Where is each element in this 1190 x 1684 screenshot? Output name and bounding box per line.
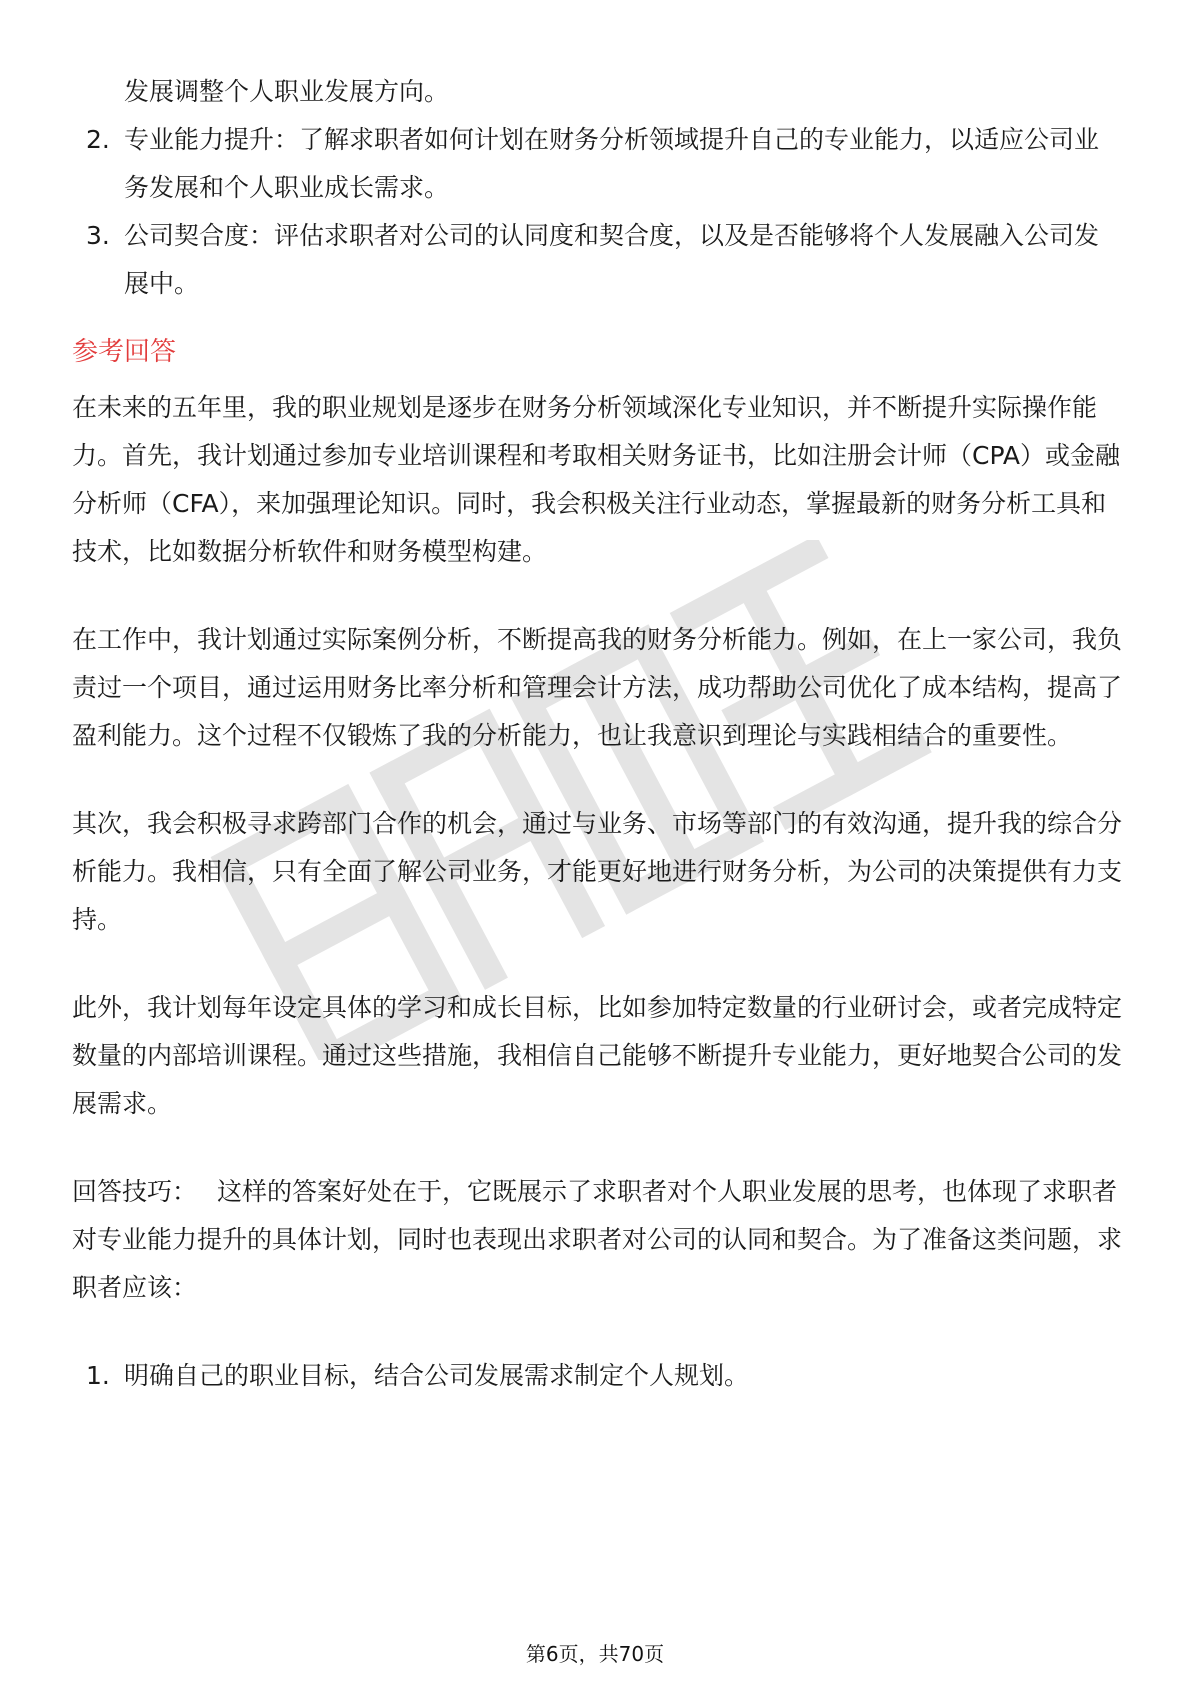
criteria-continuation (72, 68, 1122, 116)
tips-text: 这样的答案好处在于，它既展示了求职者对个人职业发展的思考，也体现了求职者对专业能力提升的具体计划，同时也表现出求职者对公司的认同和契合。为了准备这类问题，求职者应该： (72, 1177, 1123, 1302)
answer-paragraph: 在未来的五年里，我的职业规划是逐步在财务分析领域深化专业知识，并不断提升实际操作能力。首先，我计划通过参加专业培训课程和考取相关财务证书，比如注册会计师（CPA）或金融分析师（CFA），来加强理论知识。同时，我会积极关注行业动态，掌握最新的财务分析工具和技术，比如数据分析软件和财务模型构建。 (72, 393, 1121, 566)
list-item (72, 116, 1122, 212)
section-heading: 参考回答 (72, 337, 177, 367)
page-footer: 第6页，共70页 (525, 1642, 665, 1666)
list-item-text: 专业能力提升：了解求职者如何计划在财务分析领域提升自己的专业能力，以适应公司业务发展和个人职业成长需求。 (124, 125, 1100, 202)
answer-paragraph: 此外，我计划每年设定具体的学习和成长目标，比如参加特定数量的行业研讨会，或者完成特定数量的内部培训课程。通过这些措施，我相信自己能够不断提升专业能力，更好地契合公司的发展需求。 (72, 993, 1123, 1118)
list-item-text: 公司契合度：评估求职者对公司的认同度和契合度，以及是否能够将个人发展融入公司发展中。 (124, 221, 1100, 298)
criteria-list (72, 116, 1122, 308)
tips-list (72, 1352, 1122, 1400)
list-item-text: 明确自己的职业目标，结合公司发展需求制定个人规划。 (124, 1361, 750, 1390)
answer-paragraph: 在工作中，我计划通过实际案例分析，不断提高我的财务分析能力。例如，在上一家公司，我负责过一个项目，通过运用财务比率分析和管理会计方法，成功帮助公司优化了成本结构，提高了盈利能力。这个过程不仅锻炼了我的分析能力，也让我意识到理论与实践相结合的重要性。 (72, 625, 1123, 750)
tips-label: 回答技巧： (72, 1177, 198, 1206)
answer-paragraph: 其次，我会积极寻求跨部门合作的机会，通过与业务、市场等部门的有效沟通，提升我的综合分析能力。我相信，只有全面了解公司业务，才能更好地进行财务分析，为公司的决策提供有力支持。 (72, 809, 1123, 934)
list-item (72, 1352, 1122, 1400)
list-item-number: 2. (86, 125, 110, 154)
list-item-number: 1. (86, 1361, 110, 1390)
tips-paragraph (72, 1168, 1122, 1312)
list-item-number: 3. (86, 221, 110, 250)
list-item (72, 212, 1122, 308)
document-body (72, 68, 1122, 1400)
criteria-continuation-text: 发展调整个人职业发展方向。 (124, 77, 450, 106)
